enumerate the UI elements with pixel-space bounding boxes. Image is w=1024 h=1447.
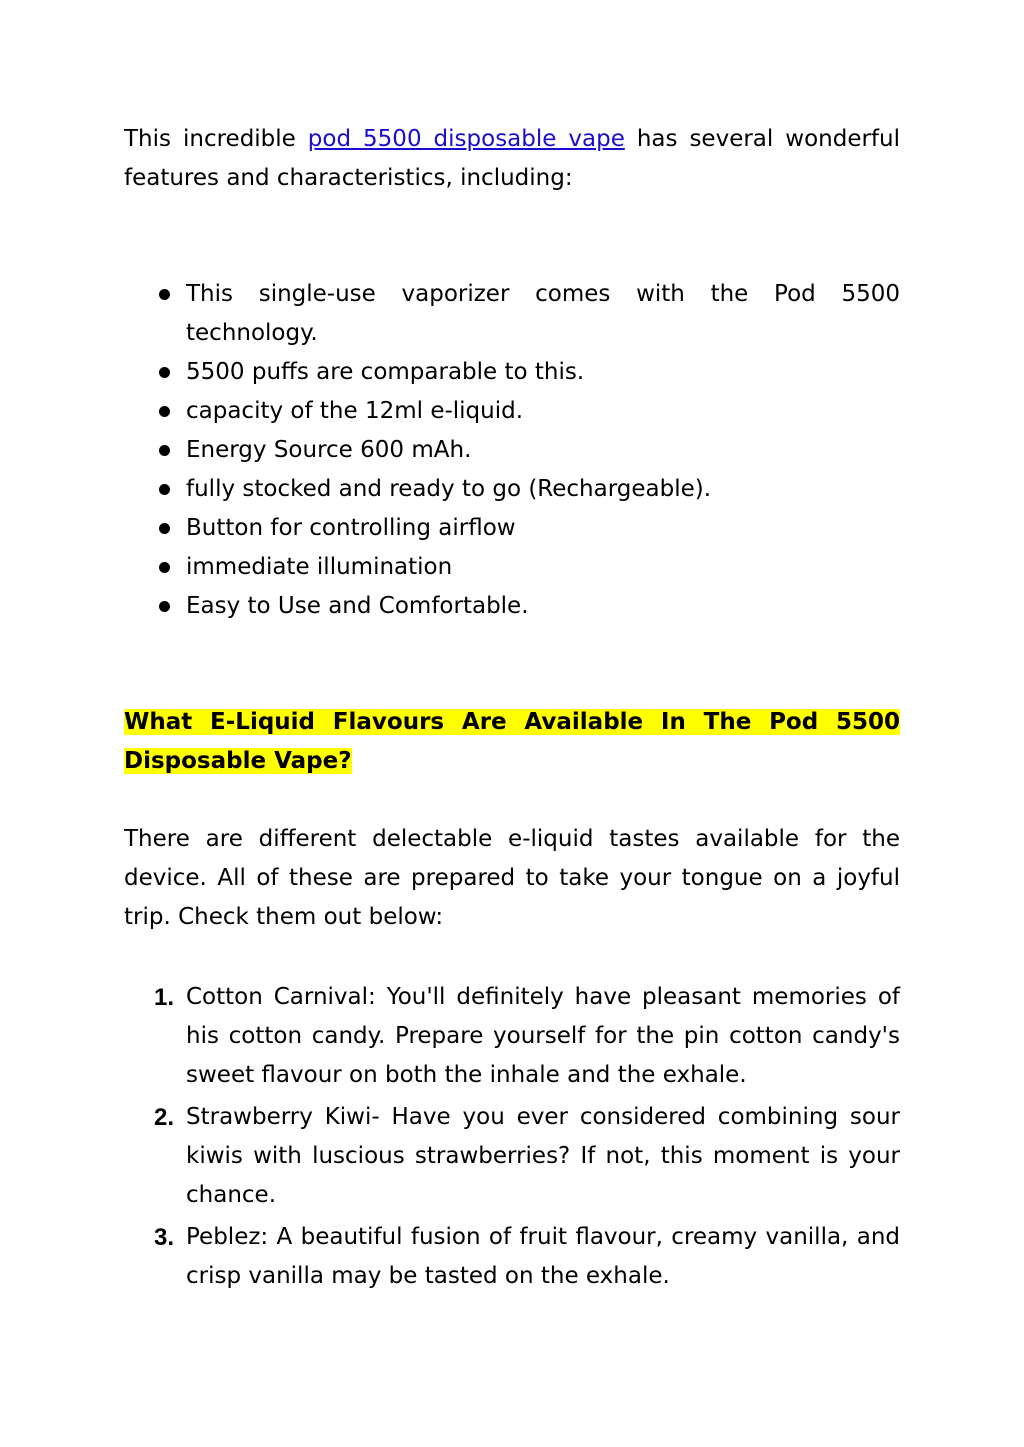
- feature-text: Energy Source 600 mAh.: [186, 437, 472, 463]
- list-item: [124, 431, 900, 470]
- flavour-list: [124, 978, 900, 1296]
- feature-text: capacity of the 12ml e-liquid.: [186, 398, 524, 424]
- list-item: [124, 548, 900, 587]
- flavour-text: Peblez: A beautiful fusion of fruit flavour, creamy vanilla, and crisp vanilla may be tasted on the exhale.: [186, 1224, 900, 1289]
- list-item: [124, 275, 900, 353]
- feature-text: 5500 puffs are comparable to this.: [186, 359, 585, 385]
- bullet-icon: [159, 484, 170, 495]
- pod-5500-link[interactable]: pod 5500 disposable vape: [307, 126, 625, 152]
- list-number: 2.: [154, 1104, 175, 1131]
- intro-text-before: This incredible: [124, 126, 308, 152]
- list-number: 1.: [154, 984, 175, 1011]
- list-item: [124, 470, 900, 509]
- intro-paragraph: [124, 120, 900, 198]
- feature-text: immediate illumination: [186, 554, 453, 580]
- section-heading: [124, 703, 900, 781]
- list-item: [124, 509, 900, 548]
- bullet-icon: [159, 406, 170, 417]
- flavour-text: Cotton Carnival: You'll definitely have pleasant memories of his cotton candy. Prepare yourself for the pin cotton candy's sweet flavour on both the inhale and the exhale.: [186, 984, 900, 1088]
- list-item: [124, 978, 900, 1095]
- list-item: [124, 392, 900, 431]
- list-item: [124, 587, 900, 626]
- feature-text: fully stocked and ready to go (Rechargeable).: [186, 476, 712, 502]
- feature-list: [124, 275, 900, 626]
- bullet-icon: [159, 445, 170, 456]
- bullet-icon: [159, 289, 170, 300]
- list-item: [124, 353, 900, 392]
- highlighted-heading-text: What E-Liquid Flavours Are Available In The Pod 5500 Disposable Vape?: [124, 709, 900, 774]
- feature-text: Easy to Use and Comfortable.: [186, 593, 529, 619]
- feature-text: This single-use vaporizer comes with the Pod 5500 technology.: [186, 281, 900, 346]
- list-item: [124, 1218, 900, 1296]
- bullet-icon: [159, 562, 170, 573]
- feature-text: Button for controlling airflow: [186, 515, 516, 541]
- flavours-intro-paragraph: There are different delectable e-liquid tastes available for the device. All of these are prepared to take your tongue on a joyful trip. Check them out below:: [124, 826, 900, 930]
- intro-text-after: has several wonderful features and characteristics, including:: [124, 126, 900, 191]
- list-number: 3.: [154, 1224, 175, 1251]
- list-item: [124, 1098, 900, 1215]
- bullet-icon: [159, 523, 170, 534]
- document-page: [124, 120, 900, 1299]
- bullet-icon: [159, 367, 170, 378]
- bullet-icon: [159, 601, 170, 612]
- flavour-text: Strawberry Kiwi- Have you ever considered combining sour kiwis with luscious strawberries? If not, this moment is your chance.: [186, 1104, 900, 1208]
